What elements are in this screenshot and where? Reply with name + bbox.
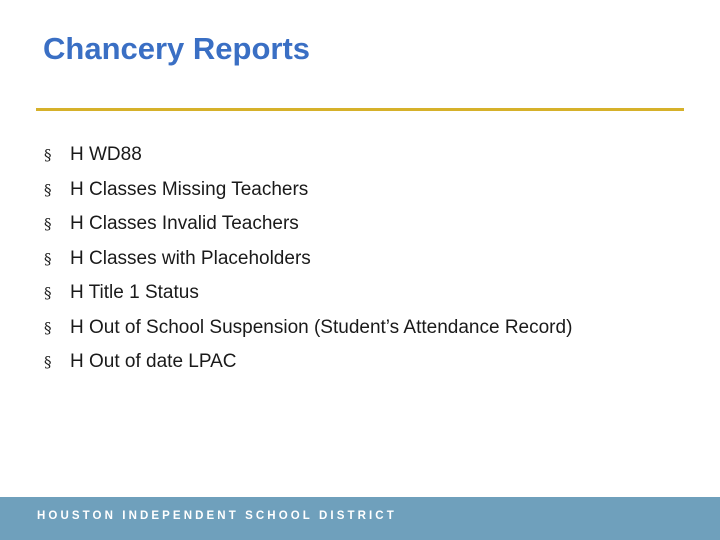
list-item bbox=[44, 138, 572, 173]
list-item bbox=[44, 173, 572, 208]
bullet-text: H WD88 bbox=[70, 144, 142, 166]
bullet-icon: § bbox=[44, 146, 52, 165]
bullet-icon: § bbox=[44, 215, 52, 234]
bullet-text: H Title 1 Status bbox=[70, 282, 199, 304]
page-number: 33 bbox=[663, 483, 676, 495]
list-item bbox=[44, 207, 572, 242]
bullet-icon: § bbox=[44, 249, 52, 268]
bullet-icon: § bbox=[44, 180, 52, 199]
bullet-text: H Classes Missing Teachers bbox=[70, 178, 309, 200]
bullet-list bbox=[44, 138, 572, 380]
bullet-text: H Out of date LPAC bbox=[70, 351, 237, 373]
bullet-icon: § bbox=[44, 353, 52, 372]
footer-district-name: HOUSTON INDEPENDENT SCHOOL DISTRICT bbox=[37, 510, 397, 522]
bullet-icon: § bbox=[44, 318, 52, 337]
bullet-text: H Out of School Suspension (Student’s Attendance Record) bbox=[70, 316, 573, 338]
slide-title: Chancery Reports bbox=[43, 31, 311, 66]
bullet-text: H Classes with Placeholders bbox=[70, 247, 311, 269]
bullet-text: H Classes Invalid Teachers bbox=[70, 213, 299, 235]
list-item bbox=[44, 276, 572, 311]
list-item bbox=[44, 242, 572, 277]
title-divider bbox=[36, 108, 684, 111]
bullet-icon: § bbox=[44, 284, 52, 303]
list-item bbox=[44, 345, 572, 380]
footer-band bbox=[0, 497, 720, 540]
list-item bbox=[44, 311, 572, 346]
